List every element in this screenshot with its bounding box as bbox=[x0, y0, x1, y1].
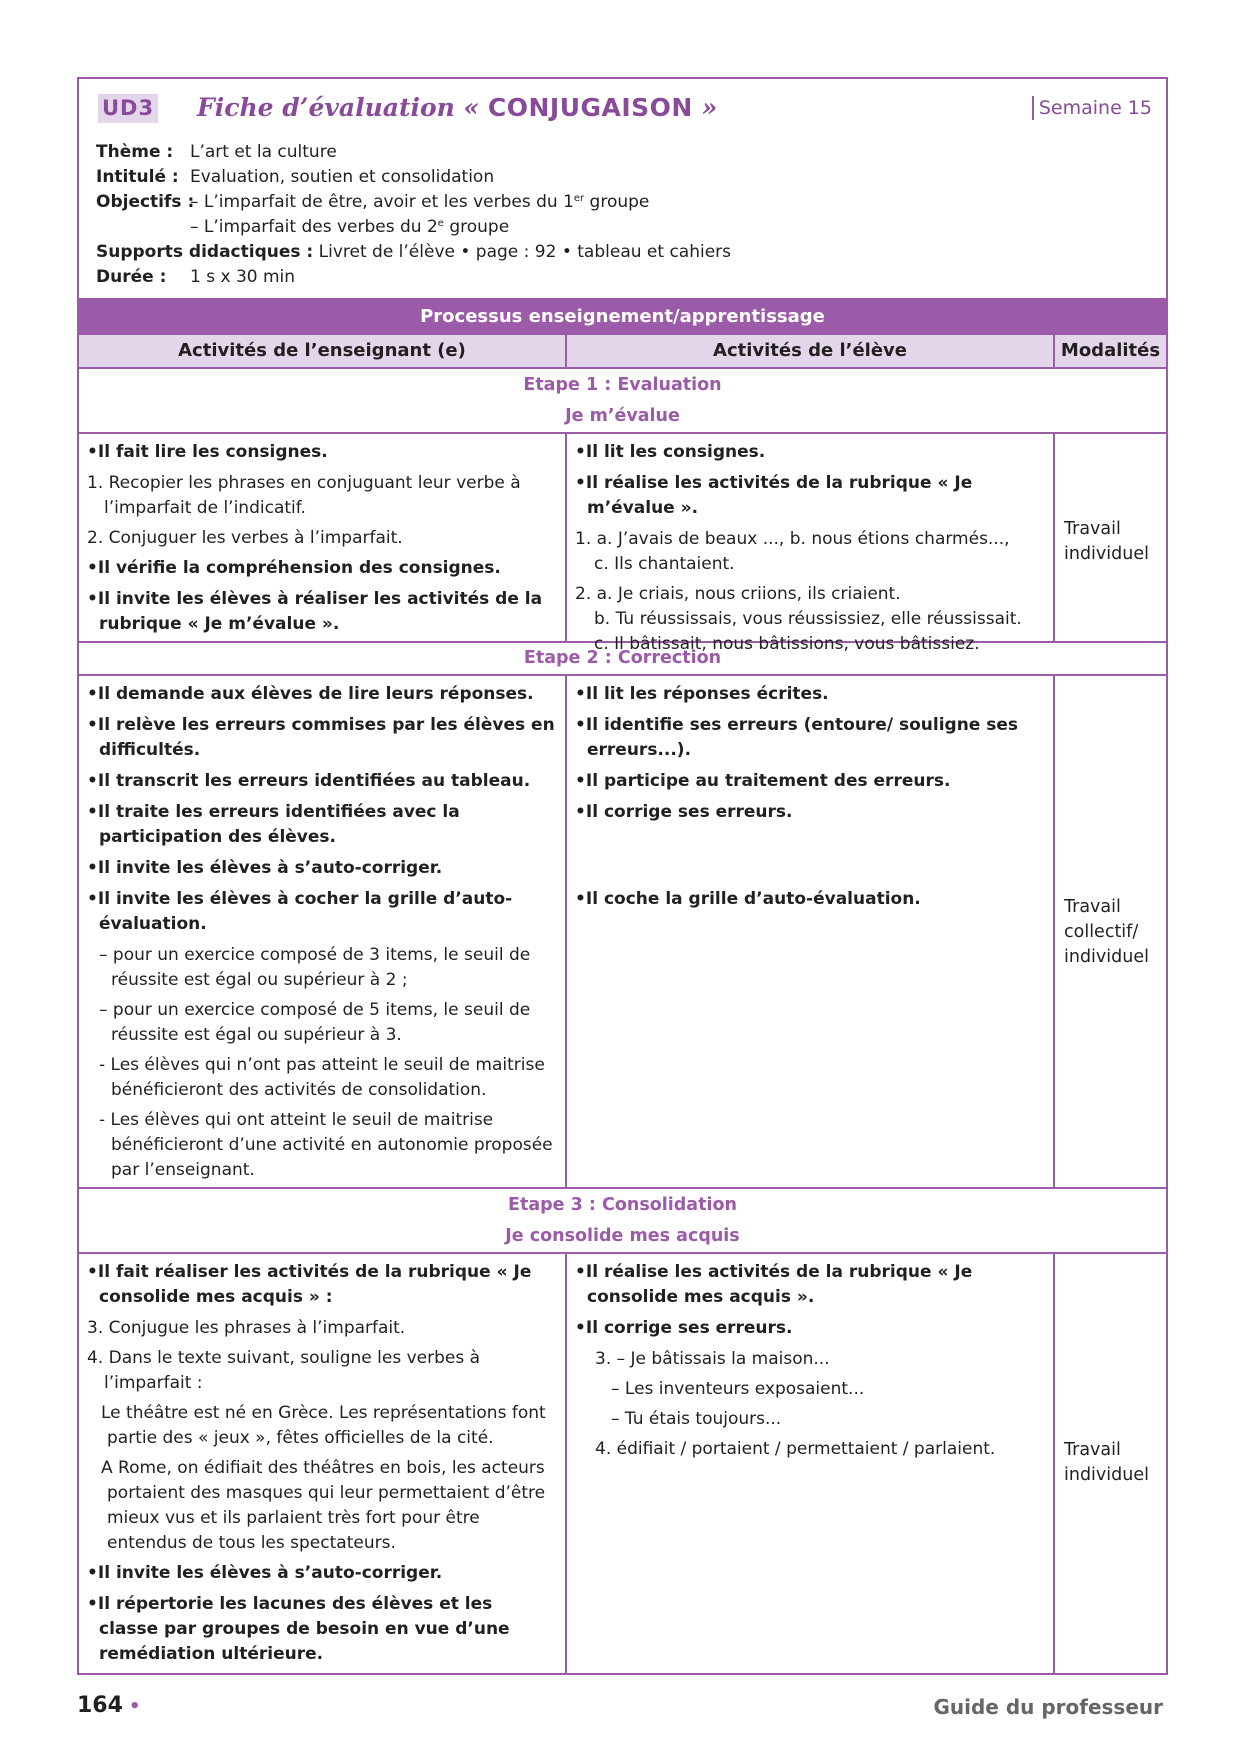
step3-teacher-2: 3. Conjugue les phrases à l’imparfait. bbox=[87, 1318, 406, 1338]
step1-row bbox=[79, 432, 1166, 654]
step3-student-1: • Il réalise les activités de la rubrique « Je consolide mes acquis ». bbox=[575, 1260, 1043, 1310]
step2-student-1: • Il lit les réponses écrites. bbox=[575, 682, 1043, 707]
step1-title: Etape 1 : Evaluation bbox=[523, 375, 722, 395]
week-label: Semaine 15 bbox=[1032, 96, 1152, 120]
step3-teacher-4: Le théâtre est né en Grèce. Les représentations font partie des « jeux », fêtes officielles de la cité. bbox=[101, 1403, 546, 1448]
step2-title: Etape 2 : Correction bbox=[523, 648, 722, 668]
step3-teacher bbox=[79, 1254, 567, 1673]
step2-teacher-4: • Il traite les erreurs identifiées avec la participation des élèves. bbox=[87, 800, 555, 850]
step2-teacher bbox=[79, 676, 567, 1187]
evaluation-sheet bbox=[77, 77, 1168, 1675]
sheet-header bbox=[79, 79, 1166, 298]
step3-student bbox=[567, 1254, 1055, 1673]
step1-teacher bbox=[79, 434, 567, 641]
col-teacher: Activités de l’enseignant (e) bbox=[79, 335, 567, 367]
step2-mode-2: collectif/ bbox=[1064, 922, 1139, 942]
step3-mode bbox=[1055, 1254, 1166, 1673]
step2-student-5: • Il coche la grille d’auto-évaluation. bbox=[575, 887, 1043, 912]
objective-2-text: – L’imparfait des verbes du 2 bbox=[190, 217, 438, 237]
step2-teacher-2: • Il relève les erreurs commises par les élèves en difficultés. bbox=[87, 713, 555, 763]
step2-mode-1: Travail bbox=[1064, 897, 1121, 917]
step1-mode bbox=[1055, 434, 1166, 641]
objective-2 bbox=[190, 215, 509, 240]
step2-teacher-9: - Les élèves qui n’ont pas atteint le seuil de maitrise bénéficieront des activités de consolidation. bbox=[99, 1055, 545, 1100]
objective-1-sup: er bbox=[573, 193, 585, 204]
step3-mode-1: Travail bbox=[1064, 1440, 1121, 1460]
sheet-title bbox=[197, 91, 717, 125]
step3-teacher-6: • Il invite les élèves à s’auto-corriger. bbox=[87, 1561, 555, 1586]
step2-student-3: • Il participe au traitement des erreurs. bbox=[575, 769, 1043, 794]
step3-header bbox=[79, 1189, 1166, 1252]
page-number bbox=[77, 1693, 140, 1718]
objective-1 bbox=[190, 190, 649, 215]
step3-teacher-3: 4. Dans le texte suivant, souligne les verbes à l’imparfait : bbox=[87, 1348, 481, 1393]
step3-teacher-7: • Il répertorie les lacunes des élèves et les classe par groupes de besoin en vue d’une remédiation ultérieure. bbox=[87, 1592, 555, 1667]
col-student: Activités de l’élève bbox=[567, 335, 1055, 367]
step1-teacher-4: • Il vérifie la compréhension des consignes. bbox=[87, 556, 555, 581]
step1-student-2: • Il réalise les activités de la rubrique « Je m’évalue ». bbox=[575, 471, 1043, 521]
column-headers bbox=[79, 333, 1166, 369]
step1-student bbox=[567, 434, 1055, 654]
objectives-label: Objectifs : bbox=[96, 192, 195, 212]
step2-teacher-7: – pour un exercice composé de 3 items, le seuil de réussite est égal ou supérieur à 2 ; bbox=[99, 945, 531, 990]
step1-mode-2: individuel bbox=[1064, 544, 1149, 564]
step2-row bbox=[79, 674, 1166, 1187]
step3-title: Etape 3 : Consolidation bbox=[508, 1195, 737, 1215]
step2-teacher-10: - Les élèves qui ont atteint le seuil de maitrise bénéficieront d’une activité en autonomie proposée par l’enseignant. bbox=[99, 1110, 553, 1180]
step3-student-2: • Il corrige ses erreurs. bbox=[575, 1316, 1043, 1341]
step1-mode-1: Travail bbox=[1064, 519, 1121, 539]
title-prefix: Fiche d’évaluation « bbox=[197, 93, 488, 122]
intitule-value: Evaluation, soutien et consolidation bbox=[190, 167, 495, 187]
step1-subtitle: Je m’évalue bbox=[565, 406, 680, 426]
step2-teacher-3: • Il transcrit les erreurs identifiées au tableau. bbox=[87, 769, 555, 794]
supports-value: Livret de l’élève • page : 92 • tableau et cahiers bbox=[318, 242, 732, 262]
step2-teacher-5: • Il invite les élèves à s’auto-corriger. bbox=[87, 856, 555, 881]
meta-block bbox=[96, 140, 731, 290]
step1-student-4a: 2. a. Je criais, nous criions, ils criaient. bbox=[575, 584, 901, 604]
step2-teacher-1: • Il demande aux élèves de lire leurs réponses. bbox=[87, 682, 555, 707]
step3-teacher-5: A Rome, on édifiait des théâtres en bois, les acteurs portaient des masques qui leur permettaient d’être mieux vus et ils parlaient très fort pour être entendus de tous les spectateurs. bbox=[101, 1458, 546, 1553]
objective-2-sup: e bbox=[437, 218, 444, 229]
step2-teacher-6: • Il invite les élèves à cocher la grille d’auto-évaluation. bbox=[87, 887, 555, 937]
objective-1-end: groupe bbox=[584, 192, 650, 212]
col-mode: Modalités bbox=[1060, 340, 1161, 361]
footer-title: Guide du professeur bbox=[933, 1695, 1163, 1719]
page-number-value: 164 bbox=[77, 1693, 123, 1718]
step1-student-4c: c. Il bâtissait, nous bâtissions, vous bâtissiez. bbox=[594, 634, 980, 654]
duration-label: Durée : bbox=[96, 267, 167, 287]
theme-label: Thème : bbox=[96, 142, 174, 162]
intitule-label: Intitulé : bbox=[96, 167, 179, 187]
step2-mode-3: individuel bbox=[1064, 947, 1149, 967]
step2-teacher-8: – pour un exercice composé de 5 items, le seuil de réussite est égal ou supérieur à 3. bbox=[99, 1000, 531, 1045]
step2-student-4: • Il corrige ses erreurs. bbox=[575, 800, 1043, 825]
step3-student-6: 4. édifiait / portaient / permettaient / parlaient. bbox=[595, 1439, 996, 1459]
step1-student-3a: 1. a. J’avais de beaux ..., b. nous étions charmés..., bbox=[575, 529, 1010, 549]
objective-2-end: groupe bbox=[443, 217, 510, 237]
step3-teacher-1: • Il fait réaliser les activités de la rubrique « Je consolide mes acquis » : bbox=[87, 1260, 555, 1310]
step3-student-5: – Tu étais toujours... bbox=[611, 1409, 782, 1429]
step1-teacher-3: 2. Conjuguer les verbes à l’imparfait. bbox=[87, 528, 403, 548]
title-caps: CONJUGAISON bbox=[487, 93, 693, 122]
step2-mode bbox=[1055, 676, 1166, 1187]
page-bullet: • bbox=[128, 1696, 141, 1717]
step1-student-4b: b. Tu réussissais, vous réussissiez, elle réussissait. bbox=[594, 609, 1022, 629]
duration-value: 1 s x 30 min bbox=[190, 267, 296, 287]
title-suffix: » bbox=[692, 93, 718, 122]
step1-header bbox=[79, 369, 1166, 432]
step1-teacher-2: 1. Recopier les phrases en conjuguant leur verbe à l’imparfait de l’indicatif. bbox=[87, 473, 521, 518]
step3-student-4: – Les inventeurs exposaient... bbox=[611, 1379, 865, 1399]
process-band: Processus enseignement/apprentissage bbox=[79, 298, 1166, 333]
step1-teacher-5: • Il invite les élèves à réaliser les activités de la rubrique « Je m’évalue ». bbox=[87, 587, 555, 637]
step1-student-1: • Il lit les consignes. bbox=[575, 440, 1043, 465]
step3-subtitle: Je consolide mes acquis bbox=[505, 1226, 740, 1246]
step2-student-2: • Il identifie ses erreurs (entoure/ souligne ses erreurs...). bbox=[575, 713, 1043, 763]
step3-mode-2: individuel bbox=[1064, 1465, 1149, 1485]
step3-student-3: 3. – Je bâtissais la maison... bbox=[595, 1349, 830, 1369]
unit-tag: UD3 bbox=[98, 94, 158, 123]
theme-value: L’art et la culture bbox=[190, 142, 337, 162]
step1-teacher-1: • Il fait lire les consignes. bbox=[87, 440, 555, 465]
supports-label: Supports didactiques : bbox=[96, 242, 314, 262]
step1-student-3b: c. Ils chantaient. bbox=[594, 554, 735, 574]
step2-student bbox=[567, 676, 1055, 1187]
step3-row bbox=[79, 1252, 1166, 1673]
objective-1-text: – L’imparfait de être, avoir et les verbes du 1 bbox=[190, 192, 574, 212]
